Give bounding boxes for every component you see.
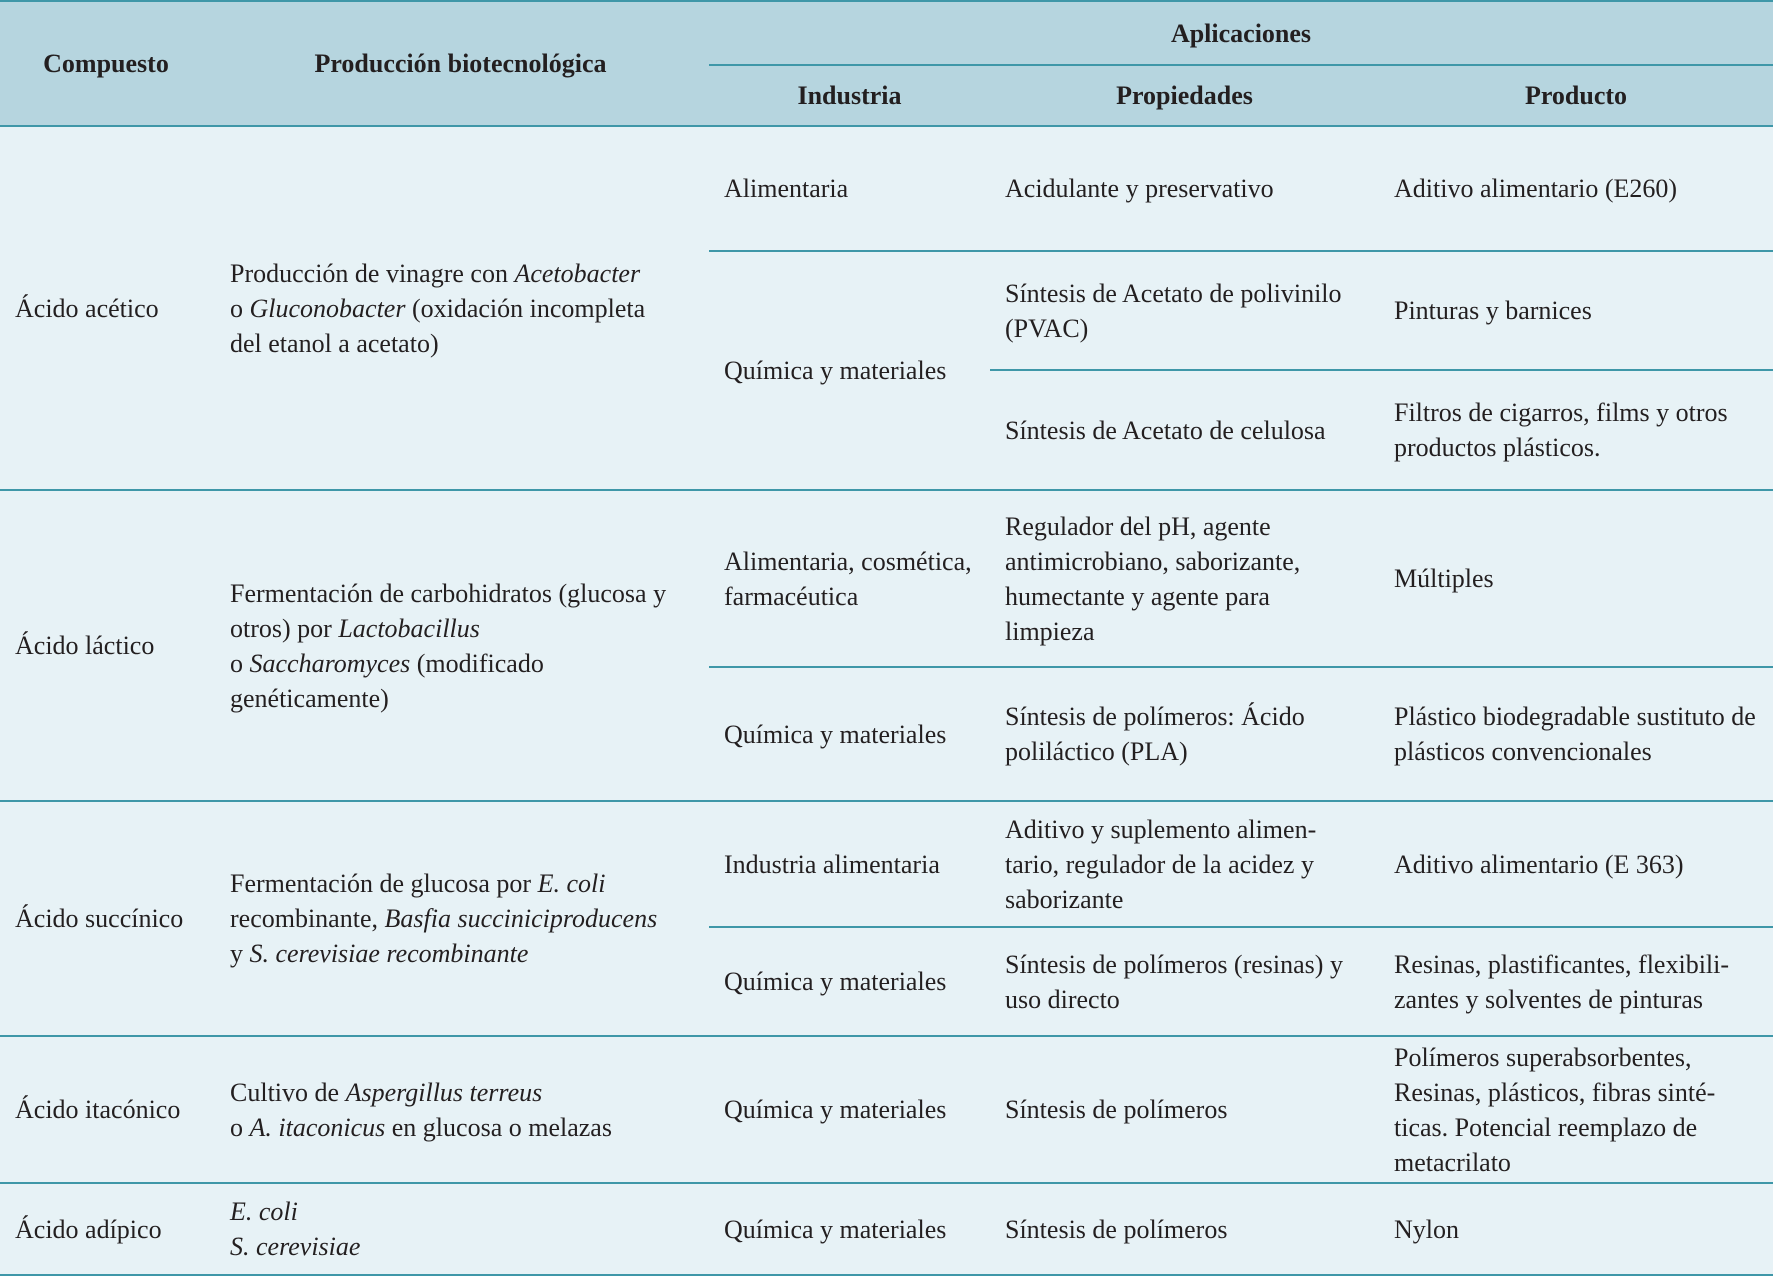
industry-cell: Industria alimentaria xyxy=(709,801,990,927)
header-propiedades: Propiedades xyxy=(990,65,1379,126)
properties-cell: Síntesis de polímeros: Ácido poliláctico (PLA) xyxy=(990,667,1379,801)
compound-cell: Ácido adípico xyxy=(0,1183,212,1275)
properties-cell: Síntesis de polímeros xyxy=(990,1036,1379,1183)
properties-cell: Acidulante y preservativo xyxy=(990,126,1379,251)
compound-cell: Ácido acético xyxy=(0,126,212,490)
product-cell: Resinas, plastificantes, flexibili-zantes y solventes de pinturas xyxy=(1379,927,1773,1036)
header-compuesto: Compuesto xyxy=(0,1,212,126)
table-row xyxy=(0,126,1773,251)
header-produccion: Producción biotecnológica xyxy=(212,1,709,126)
product-cell: Nylon xyxy=(1379,1183,1773,1275)
production-cell: Fermentación de glucosa por E. coli recombinante, Basfia succiniciproducens y S. cerevisiae recombinante xyxy=(212,801,709,1036)
table-row xyxy=(0,1036,1773,1183)
table-row xyxy=(0,1183,1773,1275)
properties-cell: Síntesis de polímeros (resinas) y uso directo xyxy=(990,927,1379,1036)
table-header xyxy=(0,1,1773,126)
production-cell: E. coli S. cerevisiae xyxy=(212,1183,709,1275)
industry-cell: Química y materiales xyxy=(709,667,990,801)
industry-cell: Alimentaria xyxy=(709,126,990,251)
product-cell: Aditivo alimentario (E260) xyxy=(1379,126,1773,251)
industry-cell: Alimentaria, cosmética, farmacéutica xyxy=(709,490,990,667)
product-cell: Aditivo alimentario (E 363) xyxy=(1379,801,1773,927)
product-cell: Filtros de cigarros, films y otros productos plásticos. xyxy=(1379,370,1773,490)
properties-cell: Síntesis de polímeros xyxy=(990,1183,1379,1275)
product-cell: Pinturas y barnices xyxy=(1379,251,1773,370)
header-producto: Producto xyxy=(1379,65,1773,126)
header-aplicaciones: Aplicaciones xyxy=(709,1,1773,65)
compound-cell: Ácido láctico xyxy=(0,490,212,801)
header-industria: Industria xyxy=(709,65,990,126)
table-row xyxy=(0,490,1773,667)
properties-cell: Síntesis de Acetato de celulosa xyxy=(990,370,1379,490)
properties-cell: Aditivo y suplemento alimen-tario, regulador de la acidez y saborizante xyxy=(990,801,1379,927)
properties-cell: Regulador del pH, agente antimicrobiano, saborizante, humectante y agente para limpieza xyxy=(990,490,1379,667)
production-cell: Cultivo de Aspergillus terreus o A. itaconicus en glucosa o melazas xyxy=(212,1036,709,1183)
product-cell: Múltiples xyxy=(1379,490,1773,667)
compound-cell: Ácido succínico xyxy=(0,801,212,1036)
properties-cell: Síntesis de Acetato de polivinilo (PVAC) xyxy=(990,251,1379,370)
compound-cell: Ácido itacónico xyxy=(0,1036,212,1183)
industry-cell: Química y materiales xyxy=(709,1036,990,1183)
table-row xyxy=(0,801,1773,927)
product-cell: Plástico biodegradable sustituto de plásticos convencionales xyxy=(1379,667,1773,801)
production-cell: Fermentación de carbohidratos (glucosa y otros) por Lactobacillus o Saccharomyces (modificado genéticamente) xyxy=(212,490,709,801)
industry-cell: Química y materiales xyxy=(709,1183,990,1275)
industry-cell: Química y materiales xyxy=(709,251,990,490)
product-cell: Polímeros superabsorbentes, Resinas, plásticos, fibras sinté-ticas. Potencial reemplazo de metacrilato xyxy=(1379,1036,1773,1183)
industry-cell: Química y materiales xyxy=(709,927,990,1036)
production-cell: Producción de vinagre con Acetobacter o Gluconobacter (oxidación incompleta del etanol a acetato) xyxy=(212,126,709,490)
